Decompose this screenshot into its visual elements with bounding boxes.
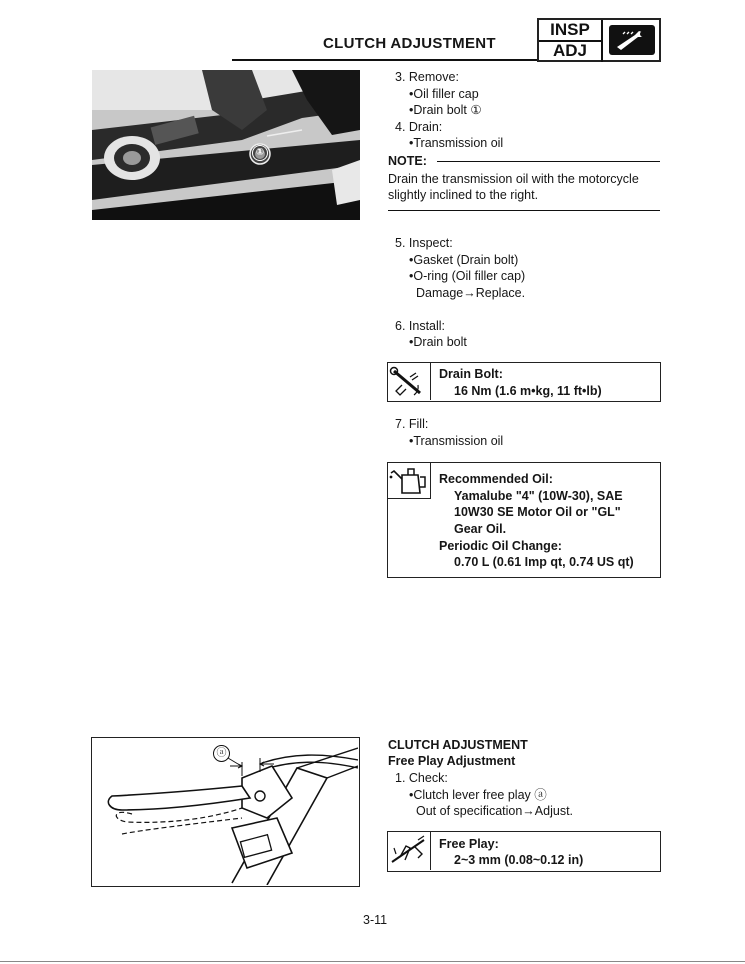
- badge-top: INSP: [539, 20, 603, 42]
- step-7: 7. Fill:: [395, 417, 429, 431]
- step-5a: •Gasket (Drain bolt): [409, 253, 519, 267]
- section-badge: [537, 18, 661, 62]
- torque-spec-box: [387, 362, 661, 402]
- drain-bolt-photo: [92, 70, 360, 220]
- torque-wrench-icon: [388, 363, 431, 400]
- page-number: 3-11: [363, 913, 388, 927]
- oil-spec-box: [387, 462, 661, 578]
- oil-line-2: 10W30 SE Motor Oil or "GL": [454, 505, 621, 519]
- free-play-box: [387, 831, 661, 872]
- note-line-1: Drain the transmission oil with the motorcycle: [388, 172, 639, 186]
- step-5c: Damage→Replace.: [416, 286, 526, 300]
- clutch-step-1b: Out of specification→Adjust.: [416, 804, 574, 818]
- step-3b: •Drain bolt ①: [409, 103, 482, 117]
- note-line-2: slightly inclined to the right.: [388, 188, 539, 202]
- clutch-subheading: Free Play Adjustment: [388, 754, 516, 768]
- step-6: 6. Install:: [395, 319, 446, 333]
- note-label: NOTE:: [388, 154, 427, 168]
- oil-line-3: Gear Oil.: [454, 522, 507, 536]
- step-3: 3. Remove:: [395, 70, 459, 84]
- torque-value: 16 Nm (1.6 m•kg, 11 ft•lb): [454, 384, 602, 398]
- step-6a: •Drain bolt: [409, 335, 467, 349]
- oil-change-value: 0.70 L (0.61 Imp qt, 0.74 US qt): [454, 555, 634, 569]
- oil-label: Recommended Oil:: [439, 472, 553, 486]
- free-play-label: Free Play:: [439, 837, 499, 851]
- step-4: 4. Drain:: [395, 120, 443, 134]
- page-bottom-edge: [0, 961, 745, 962]
- clutch-lever-figure: [91, 737, 360, 887]
- figure-callout: ⓐ: [213, 745, 230, 762]
- step-4a: •Transmission oil: [409, 136, 504, 150]
- step-7a: •Transmission oil: [409, 434, 504, 448]
- clutch-heading: CLUTCH ADJUSTMENT: [388, 738, 528, 752]
- oil-line-1: Yamalube "4" (10W-30), SAE: [454, 489, 623, 503]
- oil-change-label: Periodic Oil Change:: [439, 539, 562, 553]
- wrench-icon: [609, 25, 655, 55]
- page-title: CLUTCH ADJUSTMENT: [323, 35, 496, 52]
- note-rule-bottom: [388, 210, 660, 211]
- step-5b: •O-ring (Oil filler cap): [409, 269, 526, 283]
- clutch-step-1a: •Clutch lever free play ⓐ: [409, 788, 547, 802]
- step-5: 5. Inspect:: [395, 236, 453, 250]
- photo-callout: ①: [252, 145, 268, 161]
- torque-label: Drain Bolt:: [439, 367, 503, 381]
- free-play-value: 2~3 mm (0.08~0.12 in): [454, 853, 584, 867]
- clutch-step-1: 1. Check:: [395, 771, 448, 785]
- header-rule: [232, 59, 537, 61]
- note-rule-top: [437, 161, 660, 162]
- badge-bottom: ADJ: [539, 40, 603, 62]
- step-3a: •Oil filler cap: [409, 87, 479, 101]
- caliper-icon: [388, 832, 431, 870]
- oil-can-icon: [388, 463, 431, 499]
